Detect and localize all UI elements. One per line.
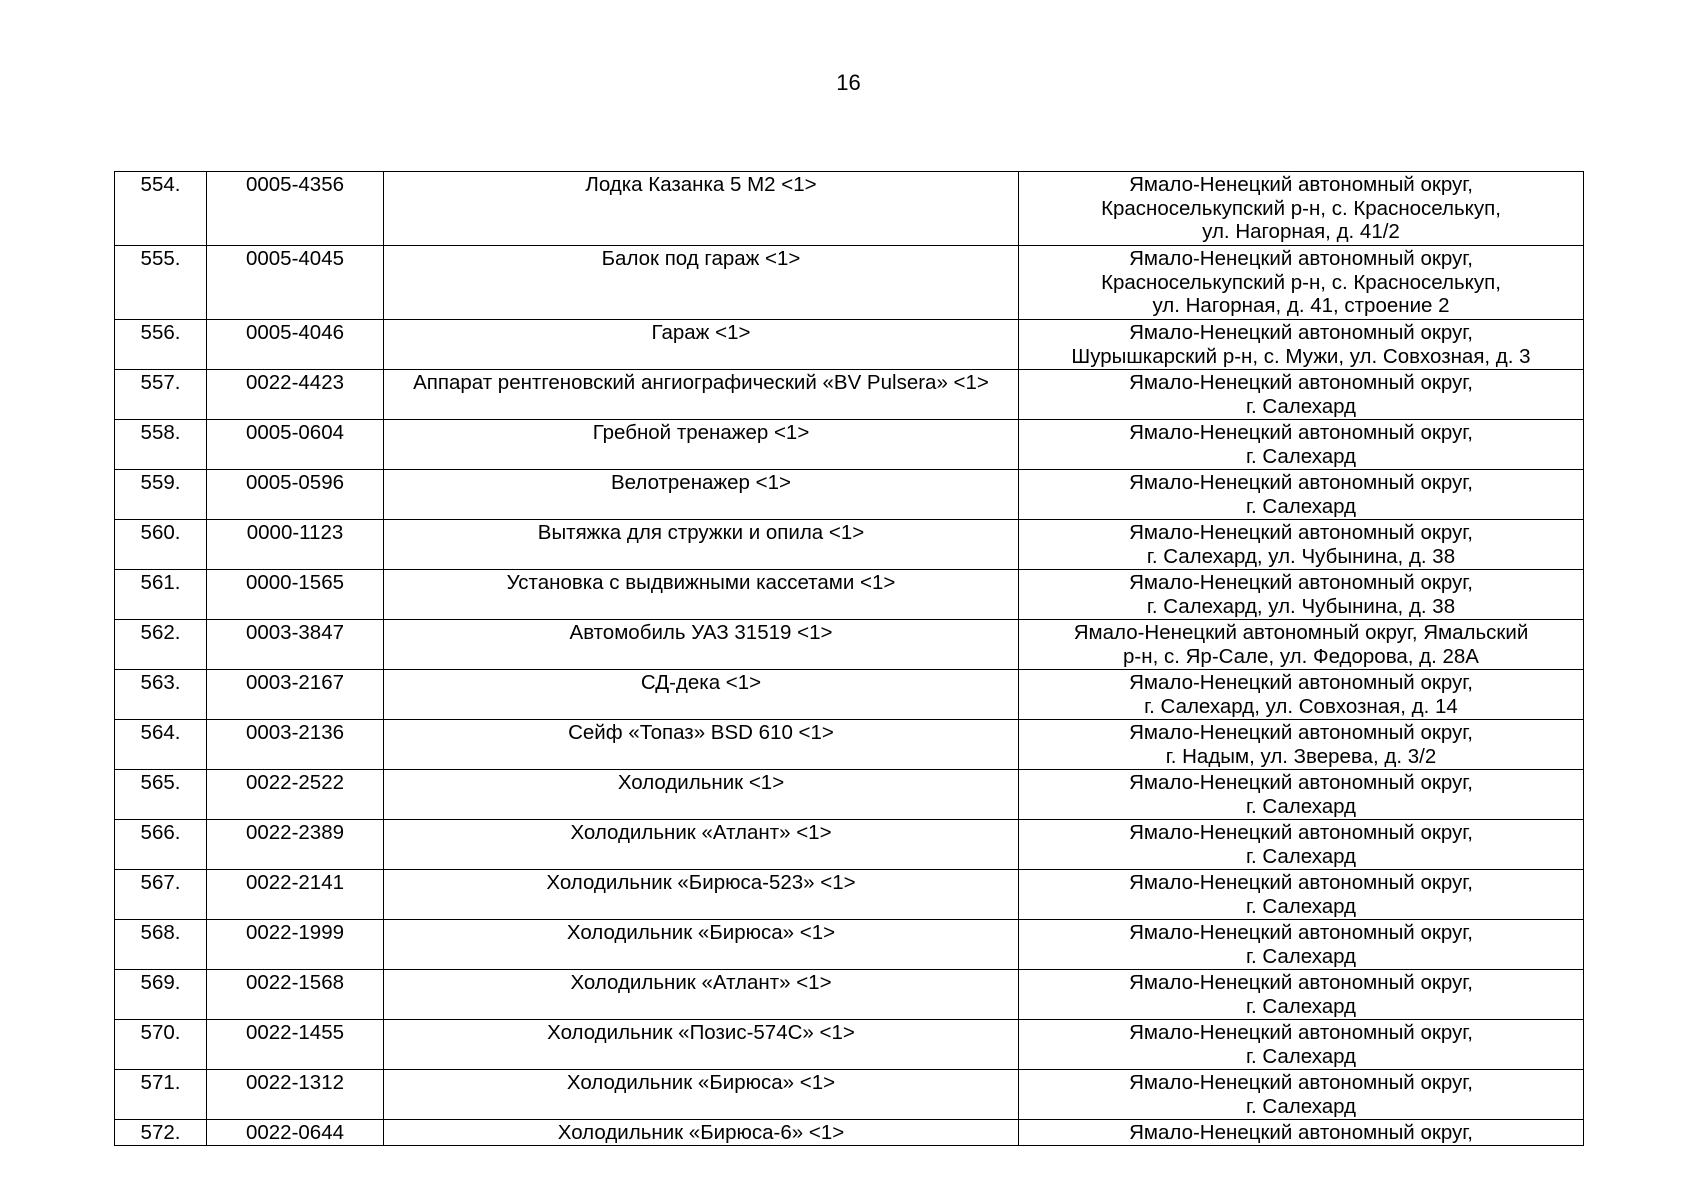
table-row (115, 570, 1584, 620)
address-line: ул. Нагорная, д. 41, строение 2 (1152, 294, 1450, 317)
page-number: 16 (836, 70, 861, 95)
item-name-cell: Лодка Казанка 5 М2 <1> (384, 172, 1019, 246)
address-cell (1019, 920, 1584, 970)
table-row (115, 1020, 1584, 1070)
item-name-cell: Гребной тренажер <1> (384, 420, 1019, 470)
table-row (115, 820, 1584, 870)
row-number-cell: 555. (115, 246, 207, 320)
row-number-cell: 565. (115, 770, 207, 820)
inventory-number-cell: 0003-2167 (207, 670, 384, 720)
address-line: г. Салехард (1245, 994, 1357, 1018)
address-cell (1019, 620, 1584, 670)
address-cell (1019, 1020, 1584, 1070)
address-line: г. Салехард, ул. Чубынина, д. 38 (1146, 594, 1456, 618)
address-line: Ямало-Ненецкий автономный округ, (1129, 571, 1473, 594)
inventory-number-cell: 0022-1999 (207, 920, 384, 970)
item-name-cell: Холодильник «Атлант» <1> (384, 970, 1019, 1020)
address-line: г. Салехард, ул. Чубынина, д. 38 (1146, 544, 1456, 568)
address-line: Ямало-Ненецкий автономный округ, (1129, 921, 1473, 944)
inventory-number-cell: 0022-1312 (207, 1070, 384, 1120)
row-number-cell: 554. (115, 172, 207, 246)
item-name-cell: Вытяжка для стружки и опила <1> (384, 520, 1019, 570)
address-line: Ямало-Ненецкий автономный округ, (1129, 1071, 1473, 1094)
inventory-number-cell: 0022-4423 (207, 370, 384, 420)
table-row (115, 720, 1584, 770)
address-line: Ямало-Ненецкий автономный округ, (1129, 821, 1473, 844)
table-row (115, 420, 1584, 470)
address-line: Ямало-Ненецкий автономный округ, (1129, 721, 1473, 744)
row-number-cell: 562. (115, 620, 207, 670)
row-number-cell: 570. (115, 1020, 207, 1070)
address-cell (1019, 820, 1584, 870)
item-name-cell: Холодильник «Бирюса-6» <1> (384, 1120, 1019, 1146)
table-row (115, 920, 1584, 970)
inventory-number-cell: 0005-4356 (207, 172, 384, 246)
address-cell (1019, 470, 1584, 520)
row-number-cell: 571. (115, 1070, 207, 1120)
item-name-cell: Автомобиль УАЗ 31519 <1> (384, 620, 1019, 670)
address-cell (1019, 1120, 1584, 1146)
item-name-cell: Установка с выдвижными кассетами <1> (384, 570, 1019, 620)
address-line: Ямало-Ненецкий автономный округ, (1129, 671, 1473, 694)
row-number-cell: 564. (115, 720, 207, 770)
inventory-number-cell: 0022-1455 (207, 1020, 384, 1070)
address-cell (1019, 320, 1584, 370)
address-line: Ямало-Ненецкий автономный округ, (1129, 173, 1473, 196)
address-line: Ямало-Ненецкий автономный округ, (1129, 371, 1473, 394)
table-body (115, 172, 1584, 1146)
table-row (115, 470, 1584, 520)
address-line: Ямало-Ненецкий автономный округ, (1129, 521, 1473, 544)
address-line: р-н, с. Яр-Сале, ул. Федорова, д. 28А (1123, 644, 1479, 668)
inventory-number-cell: 0005-0604 (207, 420, 384, 470)
address-cell (1019, 420, 1584, 470)
row-number-cell: 568. (115, 920, 207, 970)
address-cell (1019, 246, 1584, 320)
table-row (115, 670, 1584, 720)
table-row (115, 870, 1584, 920)
item-name-cell: Гараж <1> (384, 320, 1019, 370)
inventory-number-cell: 0005-0596 (207, 470, 384, 520)
address-line: ул. Нагорная, д. 41/2 (1202, 220, 1400, 243)
address-line: Ямало-Ненецкий автономный округ, (1129, 421, 1473, 444)
row-number-cell: 561. (115, 570, 207, 620)
address-line: Ямало-Ненецкий автономный округ, (1129, 771, 1473, 794)
address-line: г. Салехард (1245, 844, 1357, 868)
address-line: Ямало-Ненецкий автономный округ, (1129, 871, 1473, 894)
inventory-number-cell: 0003-2136 (207, 720, 384, 770)
address-cell (1019, 520, 1584, 570)
row-number-cell: 556. (115, 320, 207, 370)
address-cell (1019, 770, 1584, 820)
item-name-cell: Холодильник «Позис-574С» <1> (384, 1020, 1019, 1070)
row-number-cell: 559. (115, 470, 207, 520)
item-name-cell: Холодильник «Бирюса» <1> (384, 1070, 1019, 1120)
table-row (115, 1070, 1584, 1120)
address-line: Красноселькупский р-н, с. Красноселькуп, (1101, 270, 1501, 294)
inventory-number-cell: 0000-1565 (207, 570, 384, 620)
item-name-cell: Велотренажер <1> (384, 470, 1019, 520)
address-line: г. Салехард, ул. Совхозная, д. 14 (1144, 694, 1458, 718)
address-line: г. Салехард (1245, 1044, 1357, 1068)
table-row (115, 970, 1584, 1020)
row-number-cell: 569. (115, 970, 207, 1020)
address-line: Шурышкарский р-н, с. Мужи, ул. Совхозная, д. 3 (1071, 344, 1531, 368)
table-row (115, 172, 1584, 246)
row-number-cell: 567. (115, 870, 207, 920)
row-number-cell: 560. (115, 520, 207, 570)
item-name-cell: Холодильник «Бирюса-523» <1> (384, 870, 1019, 920)
item-name-cell: Сейф «Топаз» BSD 610 <1> (384, 720, 1019, 770)
row-number-cell: 572. (115, 1120, 207, 1146)
inventory-number-cell: 0022-2389 (207, 820, 384, 870)
row-number-cell: 558. (115, 420, 207, 470)
inventory-number-cell: 0022-0644 (207, 1120, 384, 1146)
address-cell (1019, 1070, 1584, 1120)
inventory-number-cell: 0005-4046 (207, 320, 384, 370)
address-cell (1019, 720, 1584, 770)
address-line: г. Салехард (1245, 394, 1357, 418)
address-line: Ямало-Ненецкий автономный округ, (1129, 971, 1473, 994)
property-table (114, 171, 1584, 1146)
inventory-number-cell: 0022-1568 (207, 970, 384, 1020)
address-cell (1019, 172, 1584, 246)
address-line: Ямало-Ненецкий автономный округ, (1129, 1021, 1473, 1044)
address-line: Ямало-Ненецкий автономный округ, (1129, 247, 1473, 270)
inventory-number-cell: 0022-2141 (207, 870, 384, 920)
item-name-cell: Аппарат рентгеновский ангиографический «BV Pulsera» <1> (384, 370, 1019, 420)
address-line: Ямало-Ненецкий автономный округ, (1129, 471, 1473, 494)
address-line: г. Салехард (1245, 1094, 1357, 1118)
row-number-cell: 563. (115, 670, 207, 720)
address-cell (1019, 570, 1584, 620)
inventory-number-cell: 0005-4045 (207, 246, 384, 320)
item-name-cell: Холодильник «Атлант» <1> (384, 820, 1019, 870)
table-row (115, 1120, 1584, 1146)
table-row (115, 370, 1584, 420)
inventory-number-cell: 0022-2522 (207, 770, 384, 820)
row-number-cell: 557. (115, 370, 207, 420)
item-name-cell: Холодильник «Бирюса» <1> (384, 920, 1019, 970)
address-line: г. Салехард (1245, 894, 1357, 918)
row-number-cell: 566. (115, 820, 207, 870)
table-row (115, 620, 1584, 670)
inventory-number-cell: 0003-3847 (207, 620, 384, 670)
address-line: Ямало-Ненецкий автономный округ, (1129, 1121, 1473, 1144)
table-row (115, 520, 1584, 570)
inventory-number-cell: 0000-1123 (207, 520, 384, 570)
table-row (115, 770, 1584, 820)
address-cell (1019, 970, 1584, 1020)
address-line: г. Салехард (1245, 794, 1357, 818)
address-line: Красноселькупский р-н, с. Красноселькуп, (1101, 196, 1501, 220)
address-line: Ямало-Ненецкий автономный округ, (1129, 321, 1473, 344)
address-line: Ямало-Ненецкий автономный округ, Ямальский (1073, 621, 1529, 644)
address-cell (1019, 870, 1584, 920)
address-line: г. Салехард (1245, 444, 1357, 468)
table-row (115, 246, 1584, 320)
item-name-cell: СД-дека <1> (384, 670, 1019, 720)
item-name-cell: Балок под гараж <1> (384, 246, 1019, 320)
item-name-cell: Холодильник <1> (384, 770, 1019, 820)
address-cell (1019, 670, 1584, 720)
table-row (115, 320, 1584, 370)
address-line: г. Салехард (1245, 494, 1357, 518)
address-line: г. Салехард (1245, 944, 1357, 968)
address-cell (1019, 370, 1584, 420)
address-line: г. Надым, ул. Зверева, д. 3/2 (1165, 744, 1437, 768)
